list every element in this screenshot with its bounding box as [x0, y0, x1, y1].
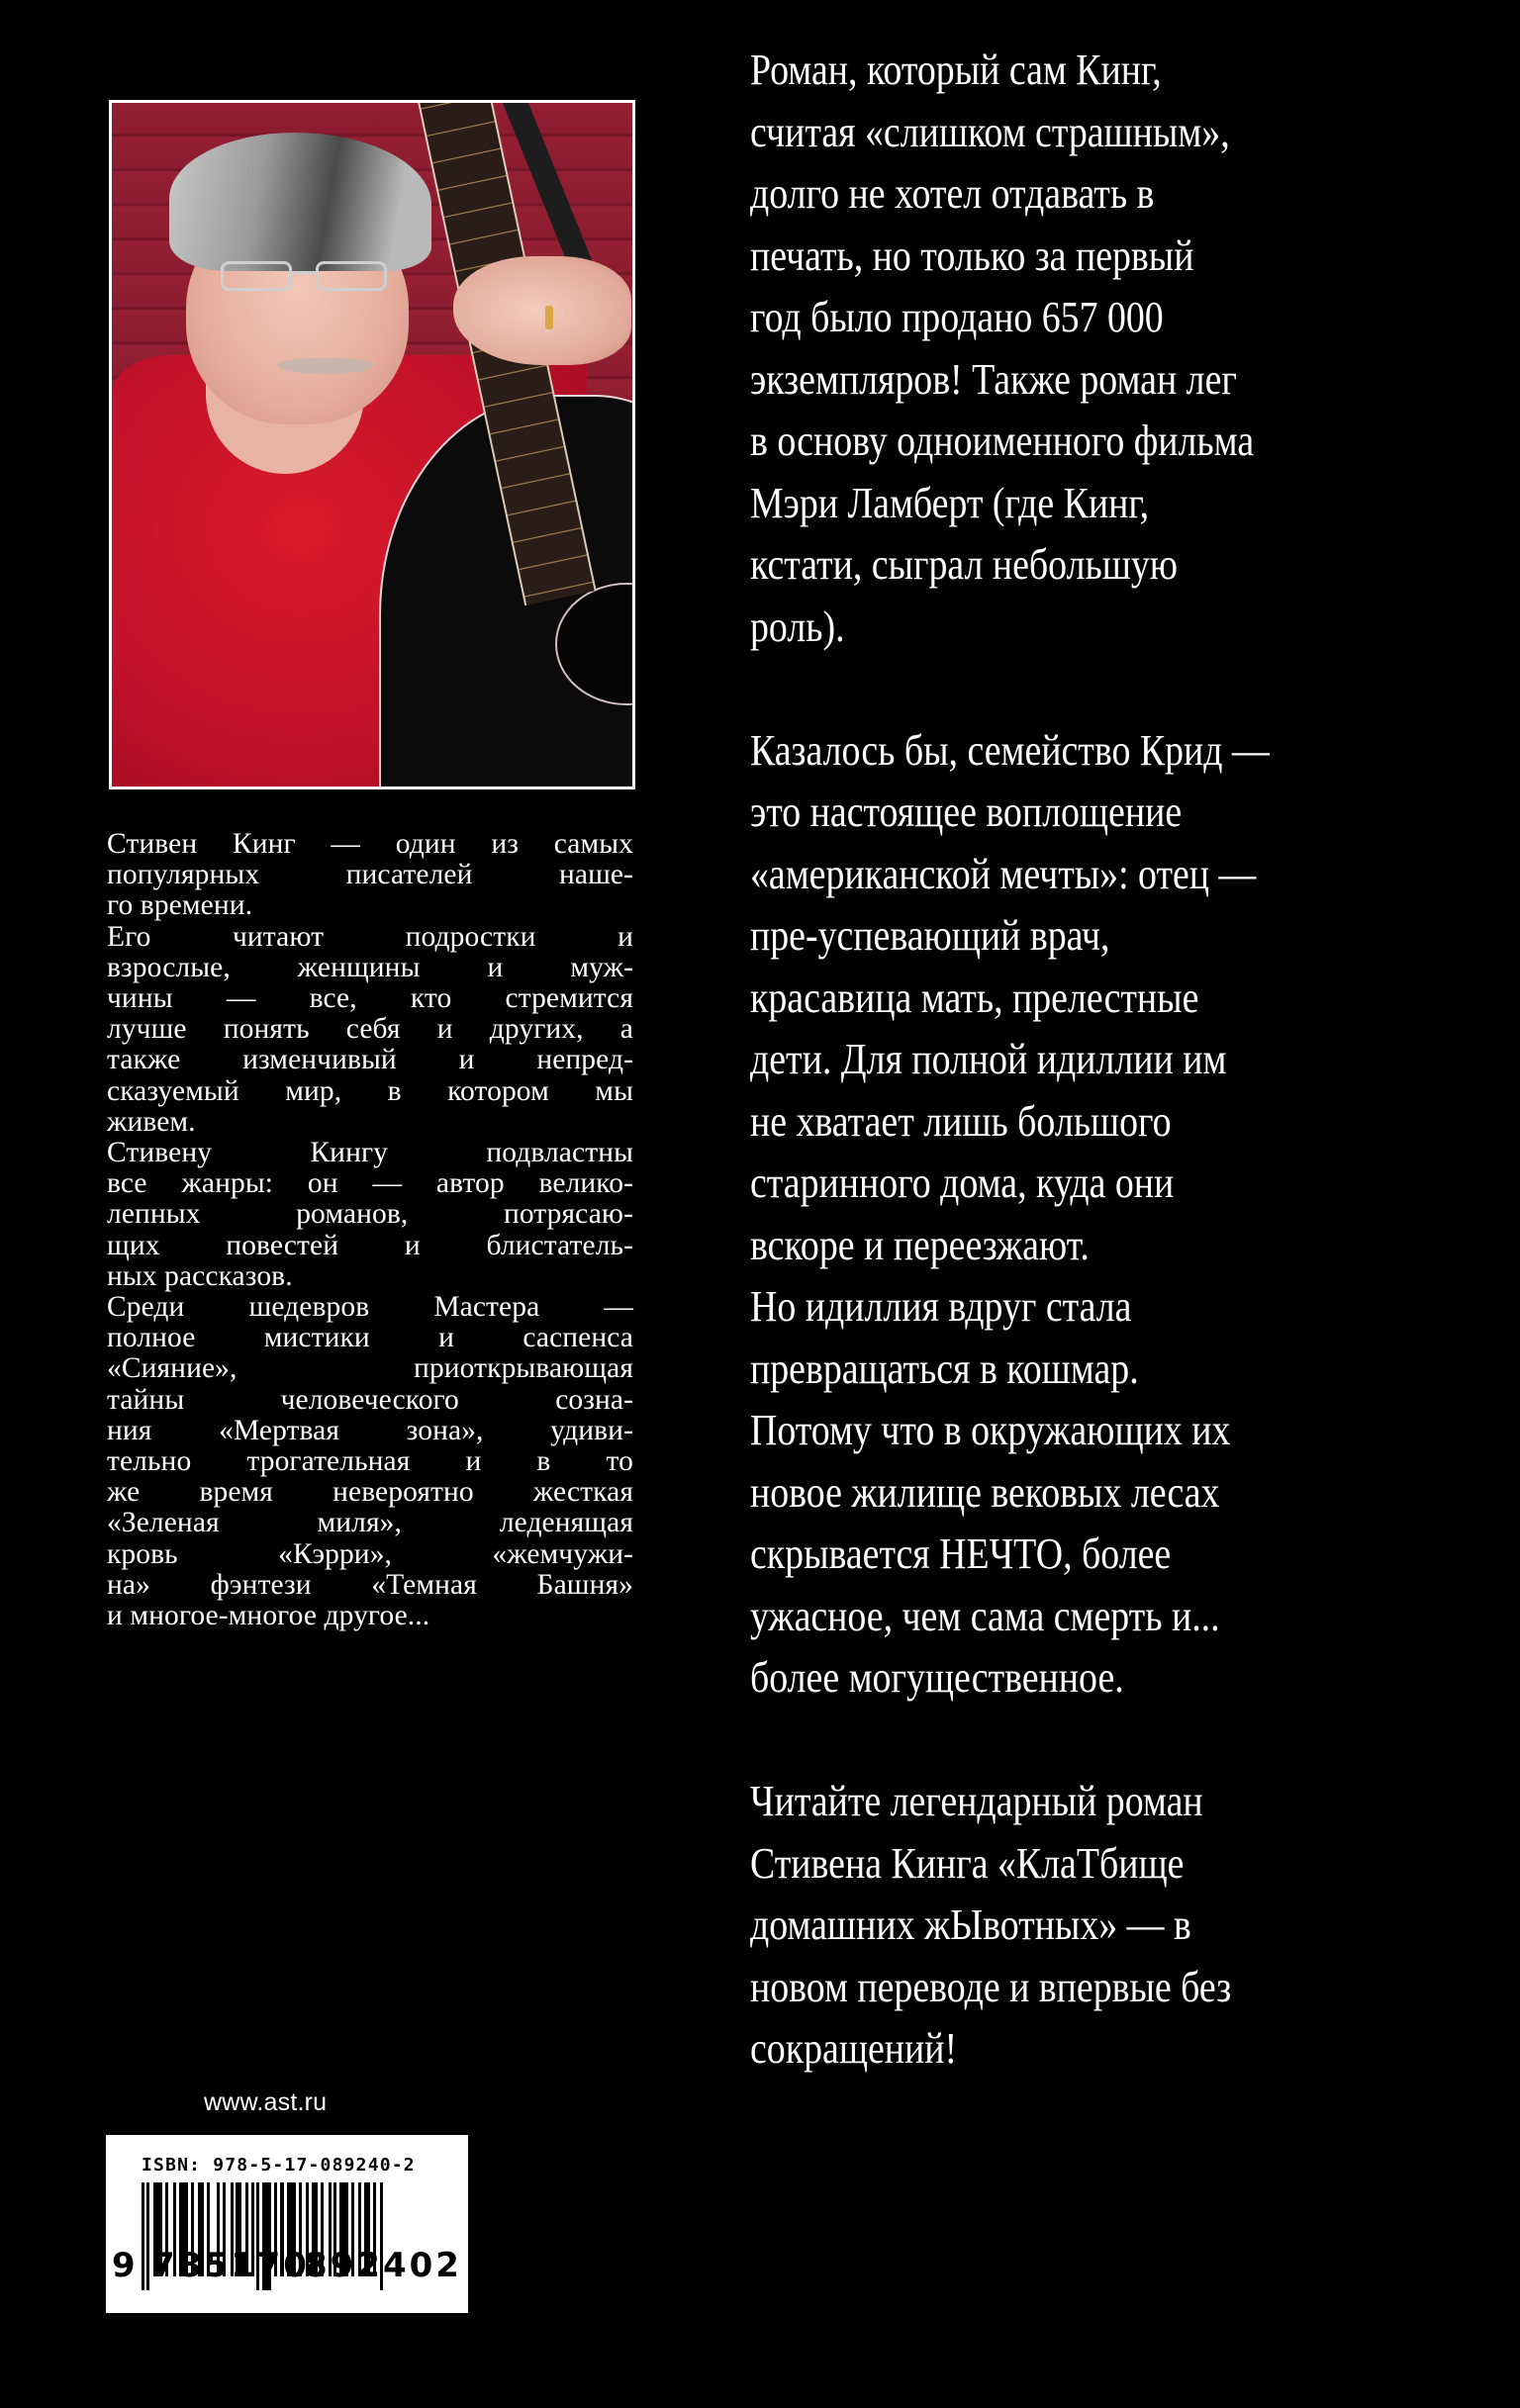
- paragraph-gap: [750, 658, 1346, 720]
- blurb-line: превращаться в кошмар.: [750, 1343, 1139, 1393]
- author-photo: [112, 103, 632, 787]
- blurb-line: не хватает лишь большого: [750, 1096, 1172, 1146]
- blurb-line: «американской мечты»: отец —: [750, 849, 1257, 898]
- blurb-line: сокращений!: [750, 2024, 958, 2073]
- bio-line: «Сияние», приоткрывающая: [107, 1352, 633, 1385]
- blurb-line: Казалось бы, семейство Крид —: [750, 725, 1270, 775]
- blurb-line: год было продано 657 000: [750, 293, 1164, 341]
- blurb-line: Роман, который сам Кинг,: [750, 46, 1162, 94]
- barcode-digit-first: 9: [112, 2246, 136, 2285]
- bio-paragraph: [107, 1292, 633, 1631]
- blurb-line: Мэри Ламберт (где Кинг,: [750, 478, 1150, 527]
- blurb-line: скрывается НЕЧТО, более: [750, 1529, 1172, 1578]
- bio-line: чины — все, кто стремится: [107, 982, 633, 1015]
- publisher-website: www.ast.ru: [204, 2088, 328, 2116]
- bio-line: сказуемый мир, в котором мы: [107, 1074, 633, 1107]
- blurb-line: считая «слишком страшным»,: [750, 107, 1230, 156]
- bio-line: же время невероятно жесткая: [107, 1476, 633, 1509]
- bio-paragraph: [107, 1138, 633, 1292]
- blurb-line: красавица мать, прелестные: [750, 972, 1199, 1022]
- blurb-line: кстати, сыграл небольшую: [750, 540, 1179, 589]
- blurb-line: в основу одноименного фильма: [750, 417, 1255, 465]
- blurb-line: Читайте легендарный роман: [750, 1777, 1203, 1825]
- blurb-line: это настоящее воплощение: [750, 787, 1183, 836]
- bio-line: кровь «Кэрри», «жемчужи-: [107, 1537, 633, 1570]
- blurb-line: ужасное, чем сама смерть и...: [750, 1591, 1220, 1640]
- author-bio: [107, 829, 633, 1631]
- bio-paragraph: [107, 922, 633, 1138]
- bio-line: Стивену Кингу подвластны: [107, 1137, 633, 1169]
- bio-line: го времени.: [107, 889, 253, 922]
- blurb-line: новом переводе и впервые без: [750, 1962, 1232, 2011]
- glasses-icon: [221, 261, 399, 297]
- bio-line: щих повестей и блистатель-: [107, 1229, 633, 1261]
- bio-line: также изменчивый и непред-: [107, 1044, 633, 1076]
- bio-line: тайны человеческого созна-: [107, 1383, 633, 1416]
- grey-hair: [169, 133, 431, 271]
- bio-line: на» фэнтези «Темная Башня»: [107, 1568, 633, 1601]
- blurb-line: печать, но только за первый: [750, 231, 1194, 280]
- bio-line: Среди шедевров Мастера —: [107, 1291, 633, 1324]
- blurb-paragraph: [750, 40, 1346, 658]
- blurb-line: новое жилище вековых лесах: [750, 1467, 1220, 1517]
- blurb-line: долго не хотел отдавать в: [750, 169, 1155, 218]
- bio-paragraph: [107, 829, 633, 922]
- barcode-digits-right: 892402: [304, 2246, 462, 2285]
- moustache: [278, 358, 372, 374]
- isbn-label: ISBN: 978-5-17-089240-2: [142, 2155, 416, 2176]
- blurb-line: домашних жЫвотных» — в: [750, 1900, 1191, 1949]
- bio-line: ния «Мертвая зона», удиви-: [107, 1414, 633, 1446]
- blurb-line: старинного дома, куда они: [750, 1158, 1175, 1207]
- wedding-ring: [545, 306, 553, 329]
- blurb-line: Стивена Кинга «КлаТбище: [750, 1838, 1185, 1888]
- hand: [453, 256, 631, 365]
- bio-line: и многое-многое другое...: [107, 1600, 430, 1632]
- blurb-line: вскоре и переезжают.: [750, 1220, 1090, 1269]
- blurb-line: экземпляров! Также роман лег: [750, 354, 1237, 404]
- blurb-paragraph: [750, 1771, 1346, 2081]
- book-blurb: [750, 40, 1346, 2081]
- barcode-digits-left: 785170: [151, 2246, 310, 2285]
- bio-line: все жанры: он — автор велико-: [107, 1167, 633, 1200]
- bio-line: полное мистики и саспенса: [107, 1322, 633, 1354]
- bio-line: популярных писателей наше-: [107, 859, 633, 891]
- bio-line: «Зеленая миля», леденящая: [107, 1507, 633, 1539]
- blurb-paragraph: [750, 720, 1346, 1710]
- blurb-line: Но идиллия вдруг стала: [750, 1282, 1132, 1331]
- bio-line: лучше понять себя и других, а: [107, 1013, 633, 1046]
- bio-line: ных рассказов.: [107, 1259, 293, 1292]
- blurb-line: более могущественное.: [750, 1653, 1124, 1702]
- isbn-barcode: [106, 2135, 468, 2313]
- bio-line: живем.: [107, 1105, 196, 1138]
- blurb-line: пре-успевающий врач,: [750, 911, 1110, 960]
- bio-line: тельно трогательная и в то: [107, 1445, 633, 1478]
- blurb-line: дети. Для полной идиллии им: [750, 1035, 1227, 1083]
- blurb-line: роль).: [750, 602, 845, 651]
- blurb-line: Потому что в окружающих их: [750, 1406, 1231, 1454]
- bio-line: Его читают подростки и: [107, 920, 633, 953]
- bio-line: взрослые, женщины и муж-: [107, 951, 633, 983]
- bio-line: Стивен Кинг — один из самых: [107, 828, 633, 860]
- bio-line: лепных романов, потрясаю-: [107, 1198, 633, 1231]
- author-photo-frame: [109, 100, 635, 789]
- paragraph-gap: [750, 1710, 1346, 1772]
